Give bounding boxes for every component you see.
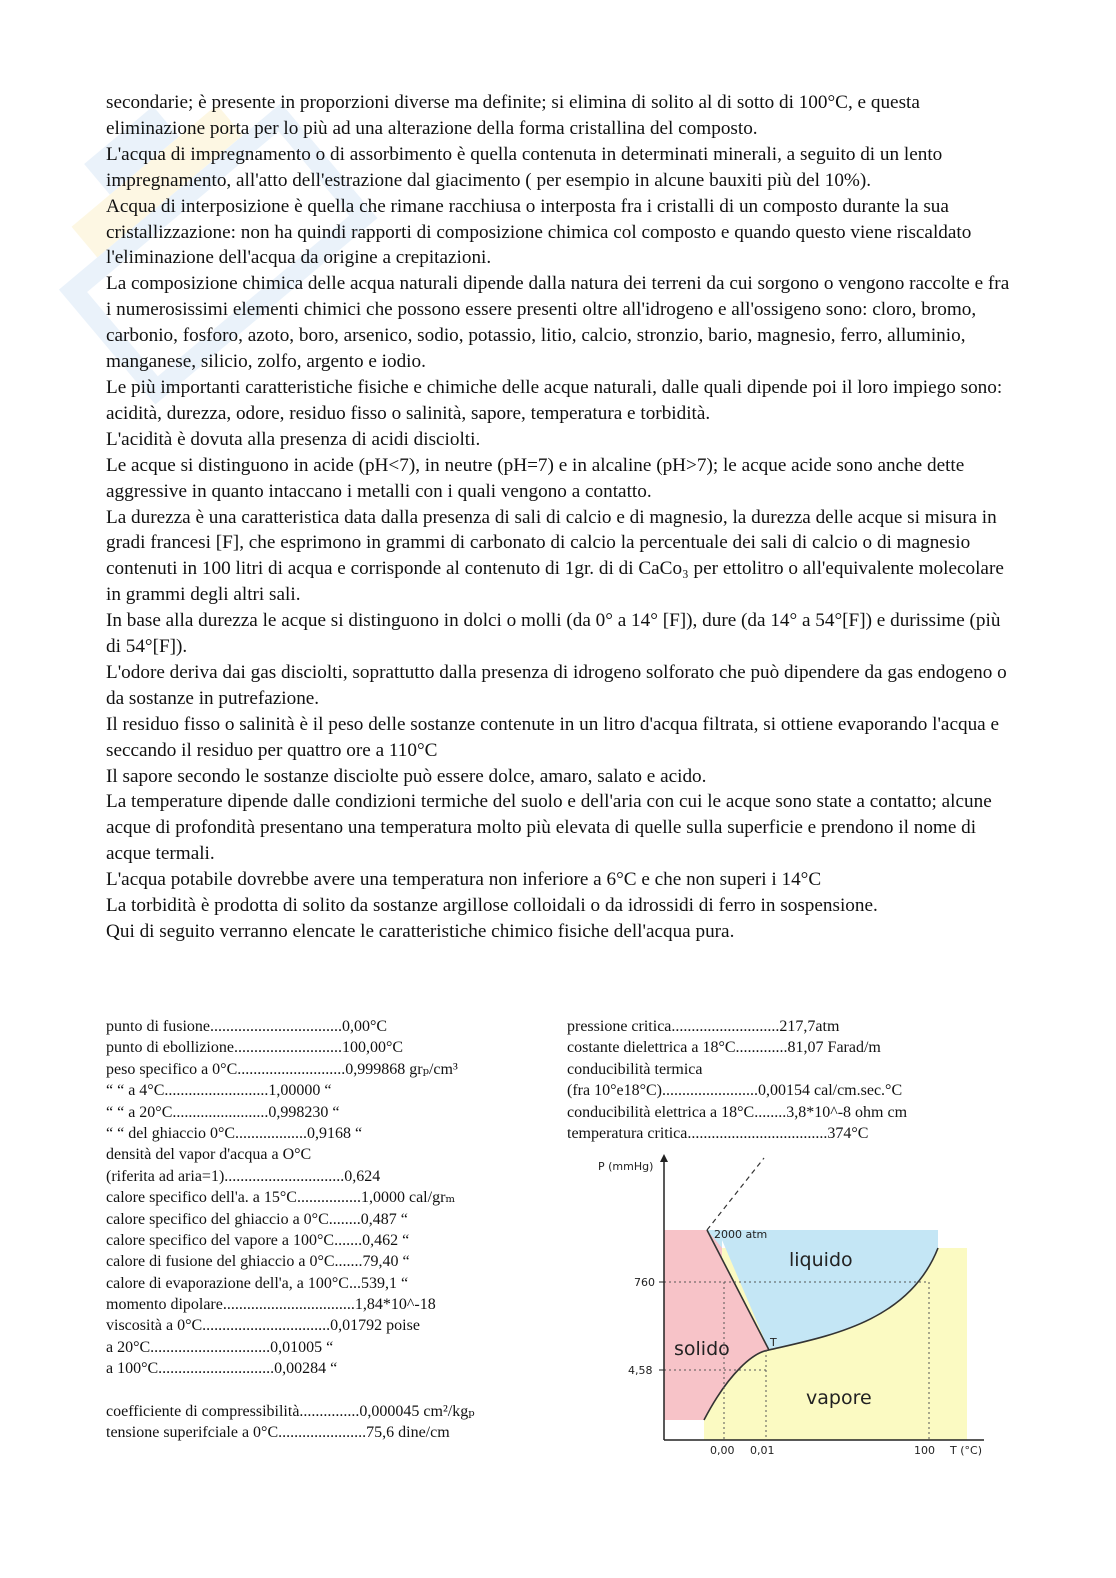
- property-row: costante dielettrica a 18°C.............81,07 Farad/m: [567, 1039, 881, 1057]
- y-axis-label: P (mmHg): [598, 1160, 654, 1173]
- property-row: “ “ del ghiaccio 0°C..................0,9168 “: [106, 1124, 363, 1142]
- property-row: momento dipolare.................................1,84*10^-18: [106, 1296, 436, 1314]
- paragraph: Il sapore secondo le sostanze disciolte può essere dolce, amaro, salato e acido.: [106, 765, 707, 787]
- body-text: [106, 90, 1011, 945]
- paragraph: La durezza è una caratteristica data dalla presenza di sali di calcio e di magnesio, la durezza delle acque si misura in gradi francesi [F], che esprimono in grammi di carbonato di calcio la percentuale dei sali di calcio o di magnesio contenuti in 100 litri di acqua e corrisponde al contenuto di 1gr. di di CaCo₃ per ettolitro o all'equivalente molecolare in grammi degli altri sali.: [106, 506, 1004, 606]
- water-phase-diagram: [598, 1152, 1000, 1470]
- region-label-vapor: vapore: [806, 1387, 872, 1409]
- x-axis-label: T (°C): [950, 1444, 982, 1457]
- property-row: tensione superifciale a 0°C......................75,6 dine/cm: [106, 1424, 450, 1442]
- y-tick-458: 4,58: [628, 1364, 653, 1377]
- white-gap: [664, 1420, 704, 1442]
- property-row: (fra 10°e18°C)........................0,00154 cal/cm.sec.°C: [567, 1082, 903, 1100]
- property-row: a 20°C..............................0,01005 “: [106, 1338, 334, 1356]
- property-row: calore specifico dell'a. a 15°C................1,0000 cal/grₘ: [106, 1189, 456, 1207]
- property-row: punto di ebollizione...........................100,00°C: [106, 1039, 404, 1057]
- property-row: “ “ a 4°C..........................1,00000 “: [106, 1082, 332, 1100]
- pressure-annotation: 2000 atm: [714, 1228, 768, 1241]
- x-tick-100: 100: [914, 1444, 935, 1457]
- property-row: temperatura critica...................................374°C: [567, 1124, 869, 1142]
- property-row: calore specifico del vapore a 100°C.......0,462 “: [106, 1231, 410, 1249]
- paragraph: Qui di seguito verranno elencate le caratteristiche chimico fisiche dell'acqua pura.: [106, 921, 735, 942]
- property-row: calore specifico del ghiaccio a 0°C........0,487 “: [106, 1210, 408, 1228]
- paragraph: Le acque si distinguono in acide (pH<7), in neutre (pH=7) e in alcaline (pH>7); le acque acide sono anche dette aggressive in quanto intaccano i metalli con i quali vengono a contatto.: [106, 454, 965, 502]
- region-label-liquid: liquido: [789, 1249, 853, 1271]
- property-row: viscosità a 0°C................................0,01792 poise: [106, 1317, 420, 1335]
- property-row: calore di fusione del ghiaccio a 0°C.......79,40 “: [106, 1253, 410, 1271]
- paragraph: La composizione chimica delle acqua naturali dipende dalla natura dei terreni da cui sorgono o vengono raccolte e fra i numerosissimi elementi chimici che possono essere presenti oltre all'idrogeno e all'ossigeno sono: cloro, bromo, carbonio, fosforo, azoto, boro, arsenico, sodio, potassio, litio, calcio, stronzio, bario, magnesio, ferro, alluminio, manganese, silicio, zolfo, argento e iodio.: [106, 273, 1010, 373]
- property-row: conducibilità termica: [567, 1060, 703, 1078]
- paragraph: In base alla durezza le acque si distinguono in dolci o molli (da 0° a 14° [F]), dure (da 14° a 54°[F]) e durissime (più di 54°[F]).: [106, 610, 1001, 658]
- property-row: coefficiente di compressibilità...............0,000045 cm²/kgₚ: [106, 1403, 475, 1421]
- paragraph: La temperature dipende dalle condizioni termiche del suolo e dell'aria con cui le acque sono state a contatto; alcune acque di profondità presentano una temperatura molto più elevata di quelle sulla superficie e prendono il nome di acque termali.: [106, 791, 992, 865]
- paragraph: Acqua di interposizione è quella che rimane racchiusa o interposta fra i cristalli di un composto durante la sua cristallizzazione: non ha quindi rapporti di composizione chimica col composto e quando questo viene riscaldato l'eliminazione dell'acqua da origine a crepitazioni.: [106, 195, 972, 269]
- property-row: punto di fusione.................................0,00°C: [106, 1018, 388, 1035]
- property-row: pressione critica...........................217,7atm: [567, 1018, 840, 1035]
- x-tick-001: 0,01: [750, 1444, 775, 1457]
- property-row: peso specifico a 0°C...........................0,999868 grₚ/cm³: [106, 1060, 458, 1078]
- region-label-solid: solido: [674, 1338, 730, 1360]
- dashed-extension: [707, 1158, 764, 1230]
- triple-point-label: T: [770, 1336, 777, 1349]
- paragraph: L'acqua di impregnamento o di assorbimento è quella contenuta in determinati minerali, a seguito di un lento impregnamento, all'atto dell'estrazione dal giacimento ( per esempio in alcune bauxiti più del 10%).: [106, 143, 943, 191]
- paragraph: secondarie; è presente in proporzioni diverse ma definite; si elimina di solito al di sotto di 100°C, e questa eliminazione porta per lo più ad una alterazione della forma cristallina del composto.: [106, 92, 920, 139]
- y-tick-760: 760: [634, 1276, 655, 1289]
- property-row: densità del vapor d'acqua a O°C: [106, 1146, 312, 1164]
- x-tick-000: 0,00: [710, 1444, 735, 1457]
- paragraph: L'acidità è dovuta alla presenza di acidi disciolti.: [106, 428, 481, 450]
- paragraph: Le più importanti caratteristiche fisiche e chimiche delle acque naturali, dalle quali dipende poi il loro impiego sono: acidità, durezza, odore, residuo fisso o salinità, sapore, temperatura e torbidità.: [106, 376, 1003, 424]
- property-row: (riferita ad aria=1)..............................0,624: [106, 1167, 381, 1185]
- property-row: calore di evaporazione dell'a, a 100°C...539,1 “: [106, 1274, 409, 1292]
- property-row: [106, 1380, 475, 1401]
- property-row: “ “ a 20°C........................0,998230 “: [106, 1103, 340, 1121]
- properties-table-right: [567, 1016, 907, 1144]
- paragraph: La torbidità è prodotta di solito da sostanze argillose colloidali o da idrossidi di ferro in sospensione.: [106, 895, 878, 917]
- paragraph: L'odore deriva dai gas disciolti, soprattutto dalla presenza di idrogeno solforato che può dipendere da gas endogeno o da sostanze in putrefazione.: [106, 661, 1007, 709]
- properties-table-left: [106, 1016, 475, 1444]
- paragraph: Il residuo fisso o salinità è il peso delle sostanze contenute in un litro d'acqua filtrata, si ottiene evaporando l'acqua e seccando il residuo per quattro ore a 110°C: [106, 713, 999, 761]
- property-row: conducibilità elettrica a 18°C........3,8*10^-8 ohm cm: [567, 1103, 908, 1121]
- property-row: a 100°C.............................0,00284 “: [106, 1360, 338, 1378]
- paragraph: L'acqua potabile dovrebbe avere una temperatura non inferiore a 6°C e che non superi i 14°C: [106, 869, 822, 891]
